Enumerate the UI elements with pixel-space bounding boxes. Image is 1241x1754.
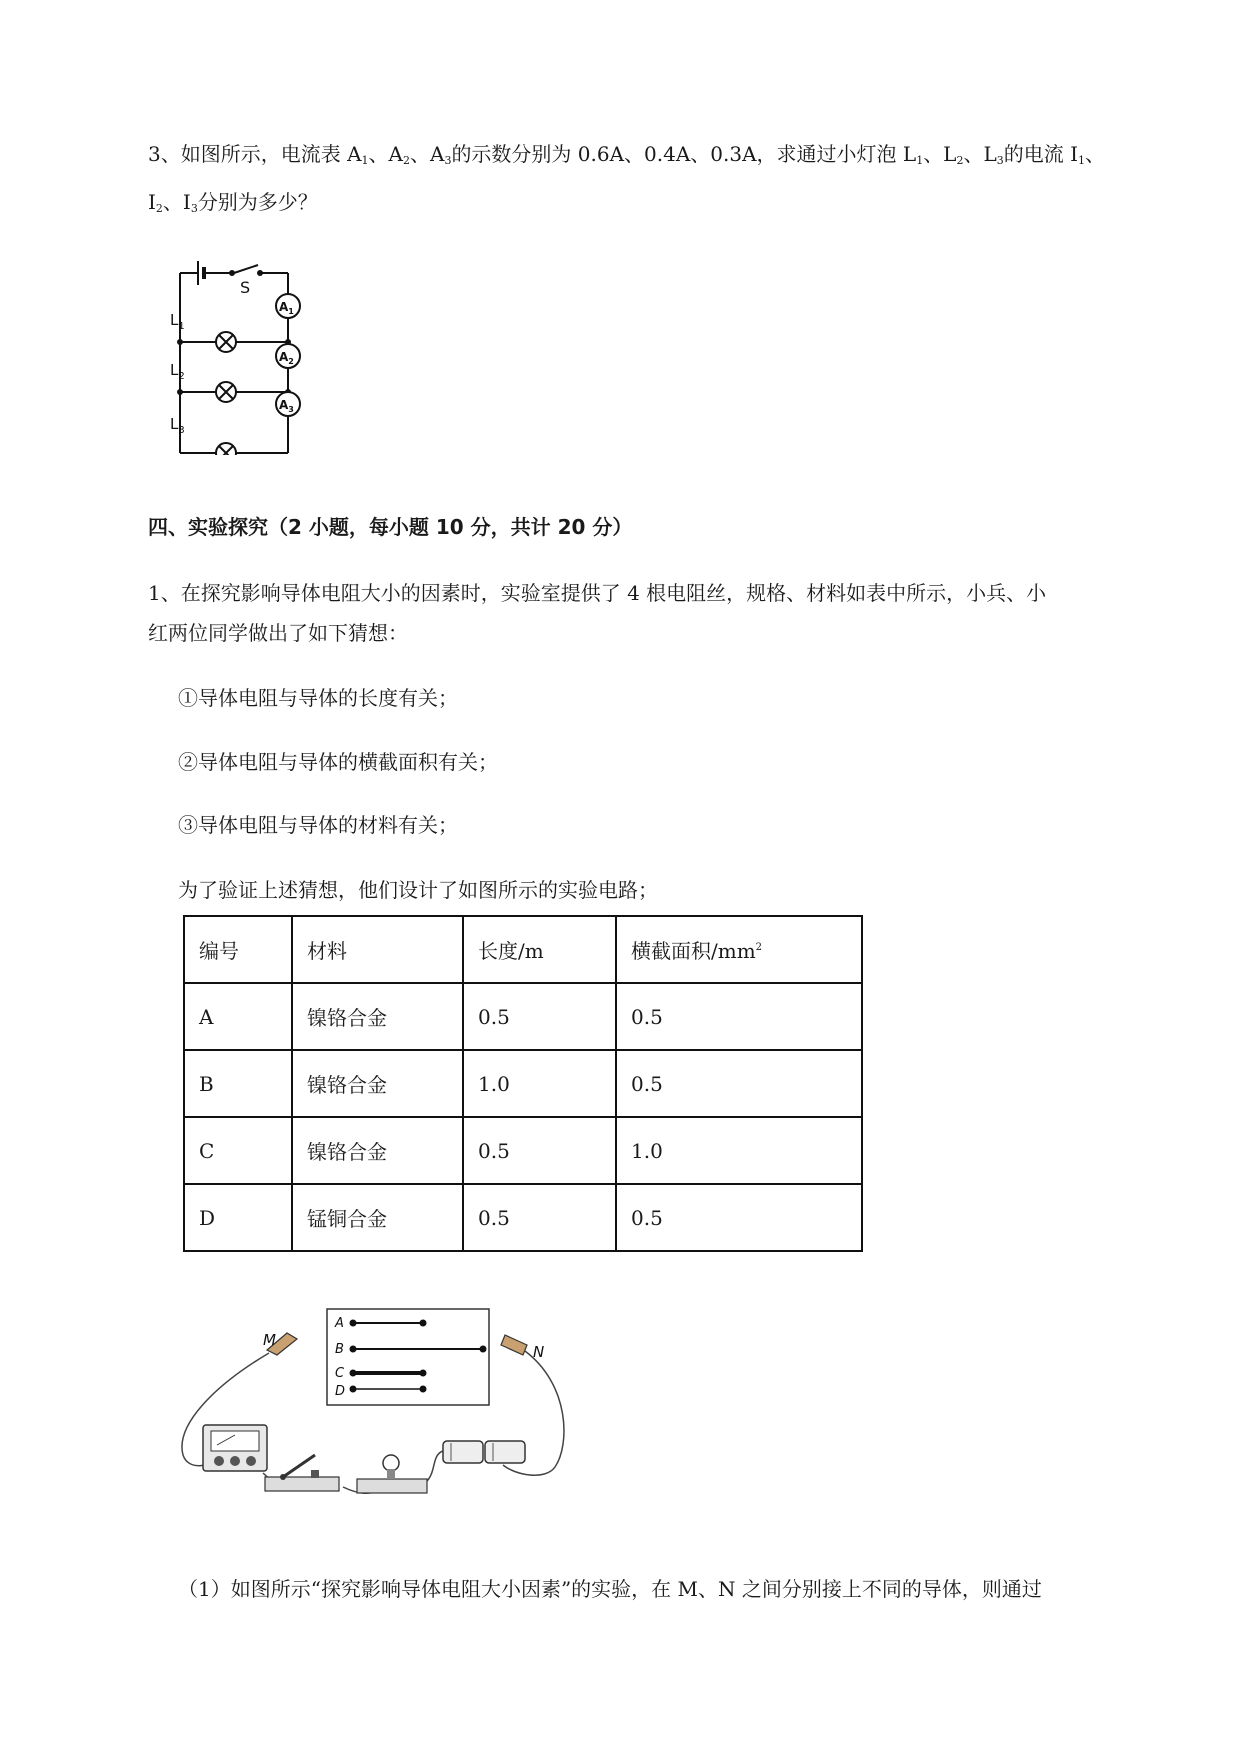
q3-line-2: $I_2$、$I_3$分别为多少？ xyxy=(148,190,318,215)
guess-3: ③导体电阻与导体的材料有关； xyxy=(178,813,458,837)
junction-dot xyxy=(177,339,183,345)
svg-text:N: N xyxy=(533,1343,545,1361)
resistance-wire-table xyxy=(183,915,863,1252)
parallel-circuit-diagram xyxy=(168,255,318,455)
wire-label-c: C xyxy=(335,1366,345,1381)
junction-dot xyxy=(177,389,183,395)
wire-label-b: B xyxy=(335,1342,344,1357)
switch-label: S xyxy=(240,278,251,297)
wire-label-a: A xyxy=(335,1316,344,1331)
svg-text:L3: $L_3$ xyxy=(170,415,185,436)
svg-text:A1: $A_1$ xyxy=(279,300,294,316)
table-header-row xyxy=(184,916,862,983)
table-cell: 0.5 xyxy=(463,1117,616,1184)
header-cell: 材料 xyxy=(292,916,463,983)
table-cell: 0.5 xyxy=(616,1184,862,1251)
ammeter-device xyxy=(203,1425,267,1471)
table-cell: B xyxy=(184,1050,292,1117)
ammeter-a3 xyxy=(276,392,300,416)
q3-line-1: 3、如图所示，电流表 $A_1$、$A_2$、$A_3$的示数分别为 0.6A、0.4A、0.3A，求通过小灯泡 $L_1$、$L_2$、$L_3$的电流 $I_1$、 xyxy=(148,142,1106,167)
table-cell: A xyxy=(184,983,292,1050)
header-cell: 长度/m xyxy=(463,916,616,983)
clip-m xyxy=(263,1331,297,1355)
table-cell: 镍铬合金 xyxy=(292,983,463,1050)
table-cell: D xyxy=(184,1184,292,1251)
table-cell: 0.5 xyxy=(616,1050,862,1117)
light-bulb xyxy=(357,1455,427,1493)
switch-contact-left xyxy=(229,270,235,276)
table-cell: 0.5 xyxy=(463,1184,616,1251)
clip-n xyxy=(501,1335,544,1361)
table-row xyxy=(184,1184,862,1251)
guess-2: ②导体电阻与导体的横截面积有关； xyxy=(178,750,498,774)
wire-label-d: D xyxy=(335,1384,346,1399)
table-row xyxy=(184,983,862,1050)
svg-text:M: M xyxy=(263,1331,276,1349)
design-sentence: 为了验证上述猜想，他们设计了如图所示的实验电路； xyxy=(178,878,658,902)
sub-question-1: （1）如图所示“探究影响导体电阻大小因素”的实验，在 M、N 之间分别接上不同的导体，则通过 xyxy=(178,1577,1042,1601)
table-cell: 镍铬合金 xyxy=(292,1050,463,1117)
table-cell: 锰铜合金 xyxy=(292,1184,463,1251)
svg-text:A2: $A_2$ xyxy=(279,350,294,366)
problem1-line-2: 红两位同学做出了如下猜想： xyxy=(148,621,408,645)
table-cell: 0.5 xyxy=(616,983,862,1050)
table-cell: 0.5 xyxy=(463,983,616,1050)
svg-text:L1: $L_1$ xyxy=(170,311,185,332)
section-heading: 四、实验探究（2 小题，每小题 10 分，共计 20 分） xyxy=(148,515,633,539)
switch-contact-right xyxy=(257,270,263,276)
table-cell: 镍铬合金 xyxy=(292,1117,463,1184)
table-row xyxy=(184,1117,862,1184)
svg-text:A3: $A_3$ xyxy=(279,398,294,414)
ammeter-a2 xyxy=(276,344,300,368)
battery-pack xyxy=(443,1441,525,1463)
table-row xyxy=(184,1050,862,1117)
svg-text:L2: $L_2$ xyxy=(170,361,185,382)
guess-1: ①导体电阻与导体的长度有关； xyxy=(178,686,458,710)
experiment-circuit-illustration xyxy=(175,1305,595,1505)
knife-switch xyxy=(265,1455,339,1491)
table-cell: C xyxy=(184,1117,292,1184)
table-cell: 1.0 xyxy=(616,1117,862,1184)
header-cell: 横截面积$/mm^2$ xyxy=(616,916,862,983)
table-cell: 1.0 xyxy=(463,1050,616,1117)
header-cell: 编号 xyxy=(184,916,292,983)
problem1-line-1: 1、在探究影响导体电阻大小的因素时，实验室提供了 4 根电阻丝，规格、材料如表中所示，小兵、小 xyxy=(148,581,1047,605)
ammeter-a1 xyxy=(276,294,300,318)
